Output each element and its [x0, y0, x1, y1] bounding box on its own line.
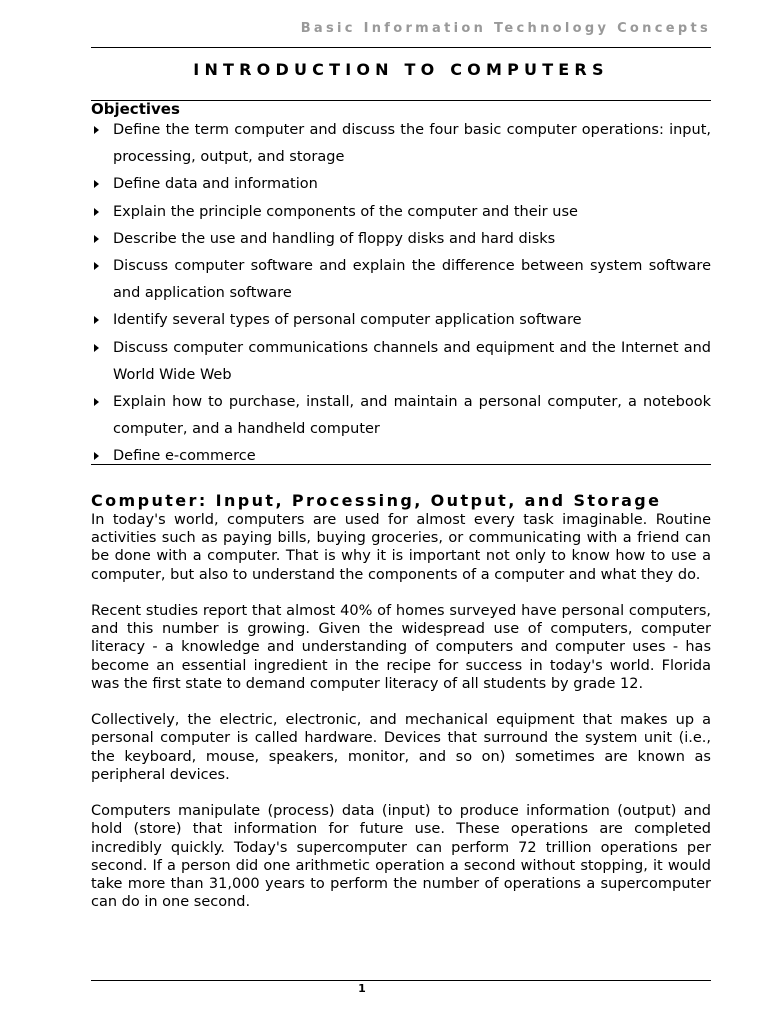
triangle-bullet-icon: [94, 235, 99, 243]
body-paragraph: Collectively, the electric, electronic, and mechanical equipment that makes up a personal computer is called hardware. Devices that surround the system unit (i.e., the keyboard, mouse, speakers, monitor, and so on) sometimes are known as peripheral devices.: [91, 712, 711, 783]
objective-item: [91, 171, 711, 198]
objective-text: Discuss computer communications channels and equipment and the Internet and World Wide Web: [113, 339, 711, 383]
objectives-top-rule: [91, 100, 711, 101]
triangle-bullet-icon: [94, 180, 99, 188]
objective-text: Define data and information: [113, 176, 318, 193]
objective-item: [91, 335, 711, 389]
objective-text: Explain the principle components of the computer and their use: [113, 203, 578, 220]
objective-text: Describe the use and handling of floppy disks and hard disks: [113, 230, 556, 247]
objective-item: [91, 226, 711, 253]
objective-text: Define e-commerce: [113, 448, 256, 465]
body-paragraph: Recent studies report that almost 40% of homes surveyed have personal computers, and this number is growing. Given the widespread use of computers, computer literacy - a knowledge and understanding of computers and computer uses - has become an essential ingredient in the recipe for success in today's world. Florida was the first state to demand computer literacy of all students by grade 12.: [91, 603, 711, 692]
triangle-bullet-icon: [94, 344, 99, 352]
section-heading: Computer: Input, Processing, Output, and Storage: [91, 491, 662, 510]
page-title: INTRODUCTION TO COMPUTERS: [193, 60, 609, 79]
triangle-bullet-icon: [94, 126, 99, 134]
objective-item: [91, 389, 711, 443]
triangle-bullet-icon: [94, 398, 99, 406]
objective-item: [91, 199, 711, 226]
document-page: [91, 0, 711, 1024]
objective-text: Identify several types of personal computer application software: [113, 312, 582, 329]
body-paragraph: Computers manipulate (process) data (input) to produce information (output) and hold (store) that information for future use. These operations are completed incredibly quickly. Today's supercomputer can perform 72 trillion operations per second. If a person did one arithmetic operation a second without stopping, it would take more than 31,000 years to perform the number of operations a supercomputer can do in one second.: [91, 803, 711, 911]
page-number: 1: [358, 982, 366, 995]
body-paragraph: In today's world, computers are used for almost every task imaginable. Routine activities such as paying bills, buying groceries, or communicating with a friend can be done with a computer. That is why it is important not only to know how to use a computer, but also to understand the components of a computer and what they do.: [91, 512, 711, 583]
objective-text: Discuss computer software and explain the difference between system software and application software: [113, 258, 711, 302]
objective-item: [91, 443, 711, 470]
objective-text: Define the term computer and discuss the four basic computer operations: input, processing, output, and storage: [113, 122, 711, 166]
triangle-bullet-icon: [94, 316, 99, 324]
header-rule: [91, 47, 711, 48]
objectives-list: [91, 117, 711, 471]
objective-item: [91, 117, 711, 171]
objective-item: [91, 307, 711, 334]
triangle-bullet-icon: [94, 208, 99, 216]
objectives-bottom-rule: [91, 464, 711, 465]
objectives-heading: Objectives: [91, 100, 180, 118]
footer-rule: [91, 980, 711, 981]
triangle-bullet-icon: [94, 452, 99, 460]
objective-text: Explain how to purchase, install, and maintain a personal computer, a notebook computer, and a handheld computer: [113, 394, 711, 438]
objective-item: [91, 253, 711, 307]
triangle-bullet-icon: [94, 262, 99, 270]
running-header: Basic Information Technology Concepts: [300, 21, 711, 36]
section-body: [91, 511, 711, 930]
